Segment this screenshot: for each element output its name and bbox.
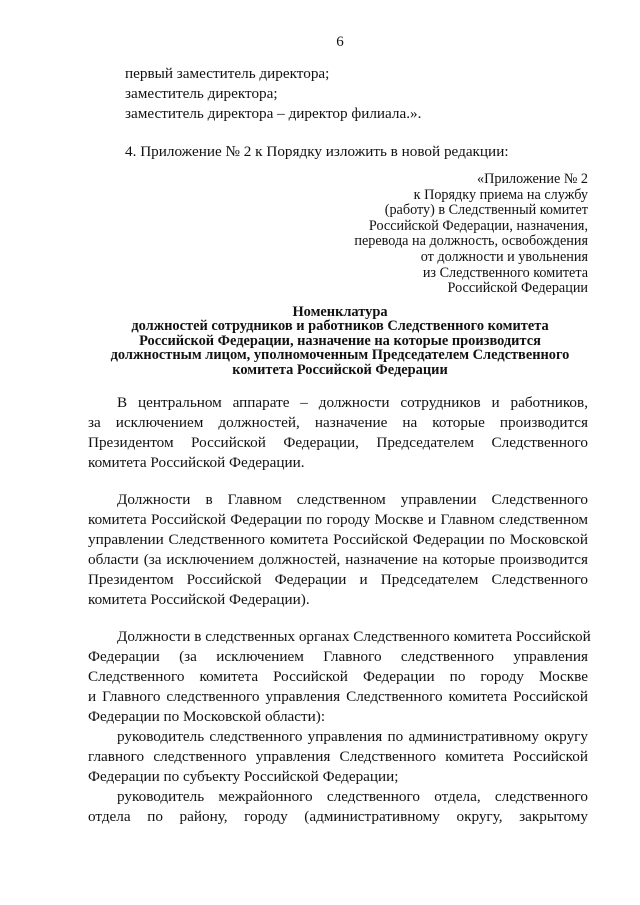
paragraph-line: за исключением должностей, назначение на которые производится <box>88 414 588 431</box>
paragraph-line: Федерации (за исключением Главного следственного управления <box>88 648 588 665</box>
paragraph-line: главного следственного управления Следственного комитета Российской <box>88 748 588 765</box>
appendix-header <box>288 172 588 297</box>
title-line: Российской Федерации, назначение на которые производится <box>139 332 541 349</box>
paragraph-line: Должности в следственных органах Следственного комитета Российской <box>117 628 591 645</box>
paragraph-line: отдела по району, городу (административному округу, закрытому <box>88 808 588 825</box>
paragraph-line: Федерации по Московской области): <box>88 708 326 725</box>
page-number: 6 <box>336 34 344 50</box>
list-item: первый заместитель директора; <box>125 65 330 82</box>
paragraph-line: Президентом Российской Федерации и Председателем Следственного <box>88 571 588 588</box>
appendix-header-line: из Следственного комитета <box>422 264 588 281</box>
paragraph-line: руководитель межрайонного следственного отдела, следственного <box>117 788 588 805</box>
paragraph-line: В центральном аппарате – должности сотрудников и работников, <box>117 394 588 411</box>
appendix-header-line: Российской Федерации, назначения, <box>368 217 588 234</box>
paragraph-line: комитета Российской Федерации. <box>88 454 305 471</box>
appendix-header-line: от должности и увольнения <box>420 248 588 265</box>
paragraph-line: руководитель следственного управления по административному округу <box>117 728 588 745</box>
paragraph-line: Президентом Российской Федерации, Председателем Следственного <box>88 434 588 451</box>
document-title <box>80 305 600 377</box>
item-4-text: 4. Приложение № 2 к Порядку изложить в новой редакции: <box>125 143 509 160</box>
list-item: заместитель директора – директор филиала.». <box>125 105 422 122</box>
paragraph-line: и Главного следственного управления Следственного комитета Российской <box>88 688 588 705</box>
title-line: должностным лицом, уполномоченным Председателем Следственного <box>110 347 570 364</box>
title-line: должностей сотрудников и работников Следственного комитета <box>131 318 549 335</box>
appendix-header-line: «Приложение № 2 <box>477 171 588 187</box>
paragraph-line: управлении Следственного комитета Российской Федерации по Московской <box>88 531 588 548</box>
appendix-header-line: (работу) в Следственный комитет <box>384 202 588 219</box>
title-line: Номенклатура <box>292 304 388 320</box>
paragraph-line: Следственного комитета Российской Федерации по городу Москве <box>88 668 588 685</box>
paragraph-line: Должности в Главном следственном управлении Следственного <box>117 491 588 508</box>
title-line: комитета Российской Федерации <box>232 361 448 378</box>
paragraph-line: комитета Российской Федерации). <box>88 591 310 608</box>
list-item: заместитель директора; <box>125 85 278 102</box>
appendix-header-line: Российской Федерации <box>447 280 588 297</box>
paragraph-line: Федерации по субъекту Российской Федерации; <box>88 768 399 785</box>
appendix-header-line: перевода на должность, освобождения <box>354 233 588 250</box>
paragraph-line: комитета Российской Федерации по городу Москве и Главном следственном <box>88 511 588 528</box>
appendix-header-line: к Порядку приема на службу <box>413 186 588 203</box>
paragraph-line: области (за исключением должностей, назначение на которые производится <box>88 551 588 568</box>
